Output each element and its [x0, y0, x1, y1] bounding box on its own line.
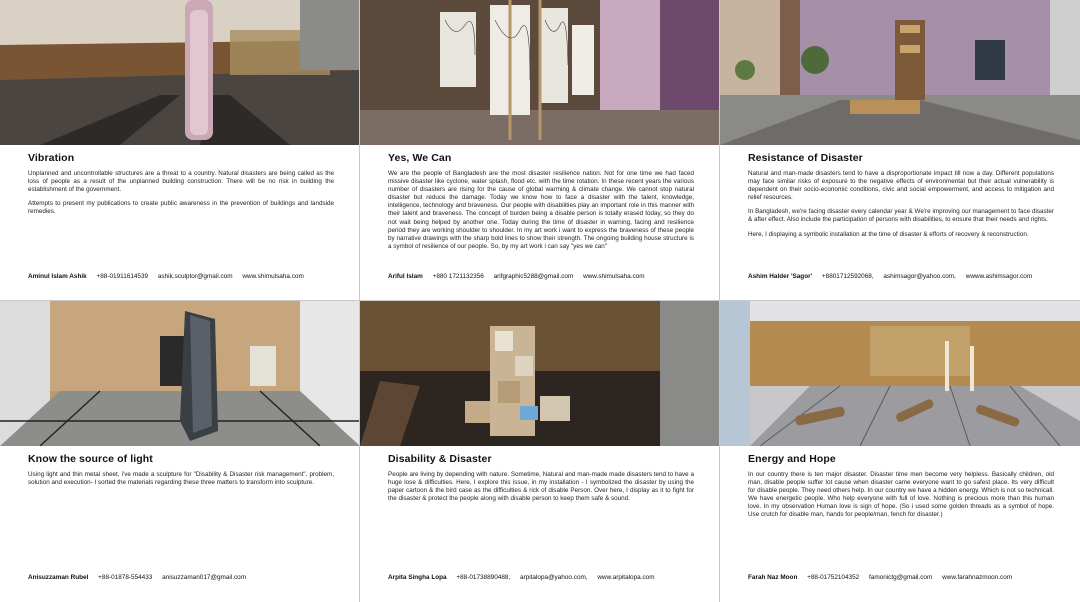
artist-name: Farah Naz Moon: [748, 574, 798, 581]
contact-line: [748, 273, 1072, 280]
panel-title: Yes, We Can: [388, 152, 452, 164]
photo-disability-and-disaster: [360, 301, 720, 446]
artist-email: anisuzzaman017@gmail.com: [162, 574, 247, 581]
panel-body: [748, 170, 1054, 239]
artist-phone: +88-01738890488,: [456, 574, 511, 581]
artist-email: arifgraphic5288@gmail.com: [493, 273, 574, 280]
panel-disability-and-disaster: [360, 301, 720, 602]
photo-vibration: [0, 0, 360, 145]
contact-line: [388, 273, 712, 280]
artist-email: ashik.sculptor@gmail.com: [157, 273, 233, 280]
artist-phone: +88-01878-554433: [98, 574, 153, 581]
panel-title: Resistance of Disaster: [748, 152, 863, 164]
artist-website: wwww.ashimsagor.com: [965, 273, 1033, 280]
artist-name: Anisuzzaman Rubel: [28, 574, 89, 581]
artist-name: Aminul Islam Ashik: [28, 273, 87, 280]
contact-line: [28, 574, 352, 581]
contact-line: [28, 273, 352, 280]
artist-email: famonictg@gmail.com: [869, 574, 933, 581]
panel-body: [28, 170, 334, 216]
artist-website: www.farahnazmoon.com: [942, 574, 1013, 581]
column-divider: [719, 0, 720, 602]
artist-website: www.arpitalopa.com: [597, 574, 655, 581]
panel-energy-and-hope: [720, 301, 1080, 602]
photo-energy-and-hope: [720, 301, 1080, 446]
paragraph: People are living by depending with nature. Sometime, Natural and man-made made disasters tend to have a huge lose & difficulties. Here, I explore this issue, in my installation - I symbolized the disaster by using the paper cartoon & the bird case as the difficulties & rick of disable Person. Over here, I display as it to fight for the disaster & protect the people along with disable person to keep them safe & sound.: [388, 471, 694, 503]
panel-title: Disability & Disaster: [388, 453, 492, 465]
panel-body: [388, 170, 694, 251]
artist-name: Arpita Singha Lopa: [388, 574, 447, 581]
paragraph: Unplanned and uncontrollable structures are a threat to a country. Natural disasters are being called as the loss of people as a result of the unplanned building construction. There will be no risk in building the establishment of the government.: [28, 170, 334, 194]
panel-yes-we-can: [360, 0, 720, 301]
artist-name: Ashim Halder 'Sagor': [748, 273, 813, 280]
column-divider: [359, 0, 360, 602]
photo-know-the-source-of-light: [0, 301, 360, 446]
paragraph: In our country there is ten major disaster. Disaster time men become very helpless. Basically children, old man, disable people suffer lot cause when disaster came everyone want to go safest place. Its very difficult for disable people. They need others help. In our country we have a hidden energy. Which is not so technicall. We have energetic people. Who help everyone with full of love. Nothing is precious more than this human love. In my observation Human love is sign of hope. (So i used some golden threads as a symbol of hope. Use crutch for disable man, hands for people/man, fench for disaster.): [748, 471, 1054, 519]
artist-phone: +88-01911614539: [96, 273, 149, 280]
artist-website: www.shimulsaha.com: [242, 273, 304, 280]
paragraph: Using light and thin metal sheet, i've made a sculpture for "Disability & Disaster risk management". problem, solution and execution- I sorted the materials regarding these three matters to transform into sculpture.: [28, 471, 334, 487]
artist-phone: +8801712592068,: [821, 273, 874, 280]
photo-resistance-of-disaster: [720, 0, 1080, 145]
panel-body: [388, 471, 694, 503]
artist-email: arpitalopa@yahoo.com,: [520, 574, 588, 581]
paragraph: Natural and man-made disasters tend to have a disproportionate impact till now a day. Different populations may face similar risks of exposure to the negative effects of environmental but their actual vulnerability is dependent on their socio-economic conditions, civic and social empowerment, and access to mitigation and relief resources.: [748, 170, 1054, 202]
paragraph: In Bangladesh, we're facing disaster every calendar year & We're improving our management to face disaster & after effect. Also include the participation of persons with disabilities, to ensure that their needs and rights.: [748, 208, 1054, 224]
paragraph: We are the people of Bangladesh are the most disaster resilience nation. Not for one time we had faced missive disaster like cyclone, water splash, flood etc. with the time rotation. In these recent years the various number of disasters are rising for the cause of global warming & climate change. We cannot stop natural disaster but reduce the damage. Today we know how to face a disaster with the talent, knowledge, intelligence, technology and braveness. Our people with disabilities play an important role in this manner with their talent and braveness. The concept of burden being a disable person is totally erased today, so they do not wait being helped by another one. Today during the time of disaster in warning, facing and resilience period they are working shoulder to shoulder. In my art work i want to express the braveness of these people by narrative drawings with the sharp bold lines to show their strength. The ongoing building house structure is a symbol of resilience of our people. So, by my art work i can say "yes we can": [388, 170, 694, 250]
artist-phone: +88-01752104352: [807, 574, 860, 581]
artist-email: ashimsagor@yahoo.com,: [883, 273, 956, 280]
photo-yes-we-can: [360, 0, 720, 145]
row-divider: [0, 300, 1080, 301]
panel-title: Energy and Hope: [748, 453, 836, 465]
contact-line: [388, 574, 712, 581]
panel-know-the-source-of-light: [0, 301, 360, 602]
panel-body: [28, 471, 334, 487]
panel-title: Know the source of light: [28, 453, 153, 465]
panel-resistance-of-disaster: [720, 0, 1080, 301]
paragraph: Here, I displaying a symbolic installation at the time of disaster & efforts of recovery & reconstruction.: [748, 230, 1029, 238]
artist-website: www.shimulsaha.com: [583, 273, 645, 280]
contact-line: [748, 574, 1072, 581]
artist-phone: +880 1721132356: [432, 273, 484, 280]
paragraph: Attempts to present my publications to create public awareness in the prevention of buildings and landside remedies.: [28, 200, 334, 216]
panel-title: Vibration: [28, 152, 75, 164]
artist-name: Ariful Islam: [388, 273, 423, 280]
panel-body: [748, 471, 1054, 520]
panel-vibration: [0, 0, 360, 301]
